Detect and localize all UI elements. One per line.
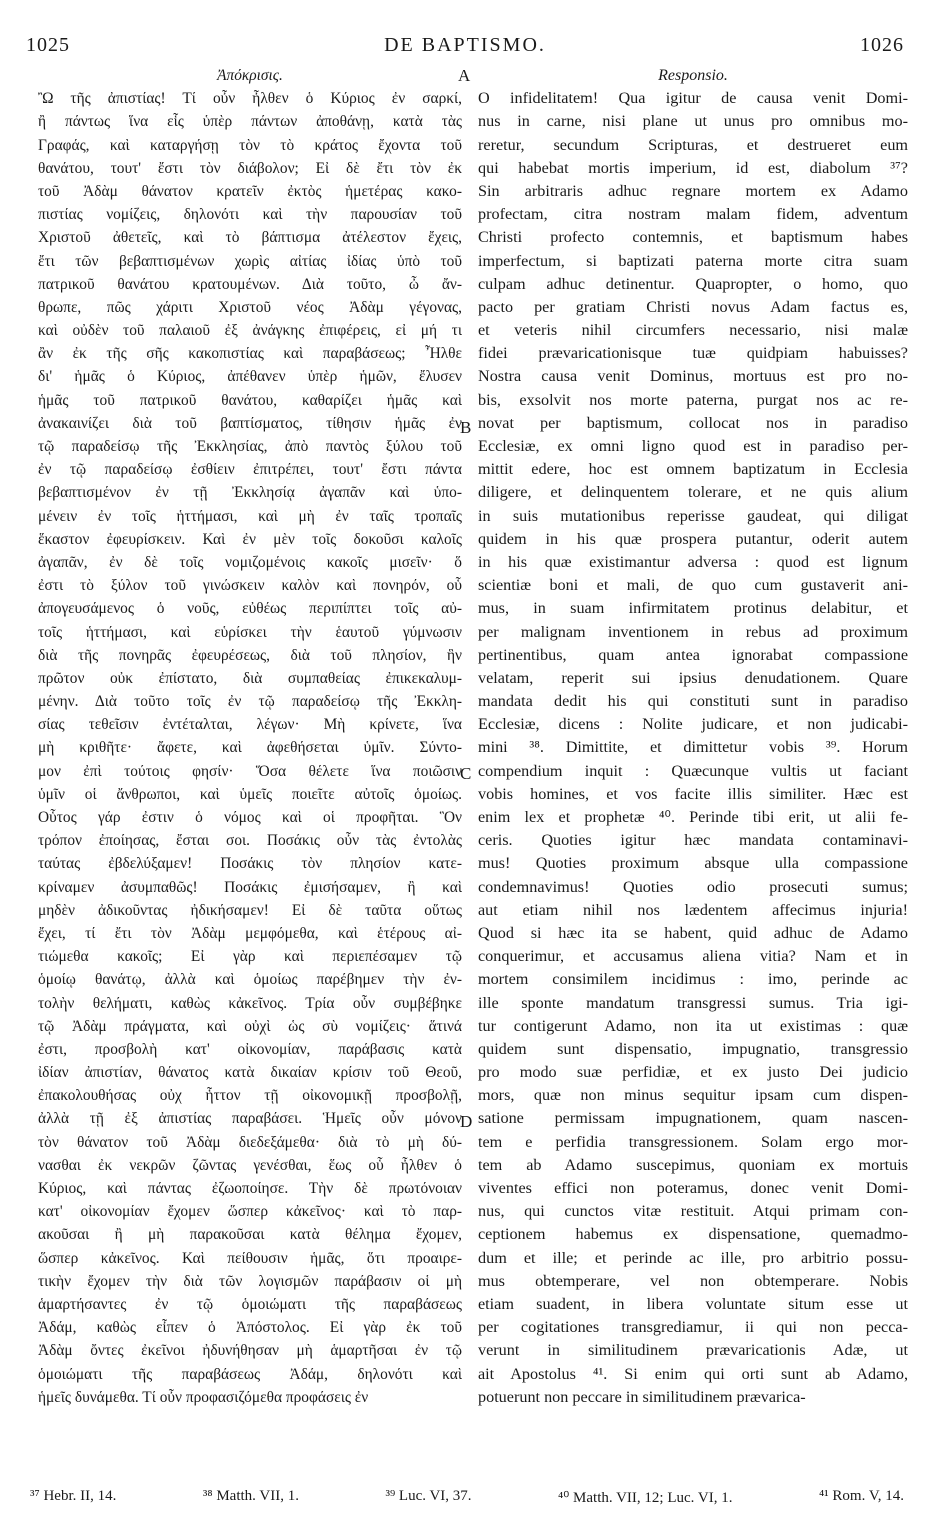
greek-column-title: Ἀπόκρισις. xyxy=(217,67,283,84)
greek-text-line: μὴ κριθῆτε· ἄφετε, καὶ ἀφεθήσεται ὑμῖν. Σύντο- xyxy=(38,739,462,757)
latin-text-line: ait Apostolus ⁴¹. Si enim qui orti sunt ab Adamo, xyxy=(478,1364,908,1383)
latin-text-line: potuerunt non peccare in similitudinem prævarica- xyxy=(478,1387,806,1406)
margin-marker-d: D xyxy=(460,1112,473,1131)
greek-text-line: τῷ παραδείσῳ τῆς Ἐκκλησίας, ἀπὸ παντὸς ξύλου τοῦ xyxy=(38,438,462,455)
latin-text-line: Quod si hæc ita se habent, quid adhuc de Adamo xyxy=(478,923,908,942)
greek-text-line: Οὗτος γάρ ἐστιν ὁ νόμος καὶ οἱ προφῆται. Ὃν xyxy=(38,809,462,826)
left-page-number: 1025 xyxy=(26,34,70,56)
latin-text-line: tem ab Adamo suscepimus, quoniam ex mortuis xyxy=(478,1155,908,1174)
latin-text-line: mittit edere, hoc est omnem baptizatum in Ecclesia xyxy=(478,460,908,479)
latin-text-line: O infidelitatem! Qua igitur de causa venit Domi- xyxy=(478,89,908,108)
latin-text-line: nus in carne, nisi plane ut unus pro omnibus mo- xyxy=(478,112,908,131)
greek-text-line: πατρικοῦ θανάτου κρατουμένων. Διὰ τοῦτο, ὦ ἄν- xyxy=(38,275,462,293)
latin-text-line: per cogitationes transgrediamur, ii qui non pecca- xyxy=(478,1318,908,1337)
latin-text-line: scientiæ boni et mali, de quo cum gustaverit ani- xyxy=(478,576,908,595)
greek-text-line: θανάτου, τουτ' ἔστι τὸν διάβολον; Εἰ δὲ ἔτι τὸν ἐκ xyxy=(38,159,462,177)
latin-text-line: ceptionem habemus ex dispensatione, quemadmo- xyxy=(478,1225,908,1244)
latin-text-line: in his quæ existimantur adversa : quod est lignum xyxy=(478,552,908,571)
greek-text-line: πρῶτον οὐκ ἐπίστατο, διὰ συμπαθείας ἐπικεκαλυμ- xyxy=(38,669,462,687)
latin-text-line: mus obtemperare, vel non obtemperare. Nobis xyxy=(478,1271,908,1290)
latin-text-line: reretur, secundum Scripturas, et destrueret eum xyxy=(478,135,908,154)
latin-column-title: Responsio. xyxy=(658,67,728,84)
latin-text-line: velatam, reperit sui ipsius denudationem. Quare xyxy=(478,668,908,687)
greek-text-line: καὶ οὐδὲν τοῦ παλαιοῦ ἐξ ἀνάγκης ἐπιφέρεις, εἰ μή τι xyxy=(38,322,462,340)
greek-text-line: ἀλλὰ τῇ ἐξ ἀπιστίας παραβάσει. Ἡμεῖς οὖν μόνον xyxy=(38,1110,462,1128)
greek-text-line: ἔχει, τί ἔτι τὸν Ἀδὰμ μεμφόμεθα, καὶ ἑτέρους αἰ- xyxy=(38,924,462,942)
greek-text-line: Γραφάς, καὶ καταργήσῃ τὸν τὸ κράτος ἔχοντα τοῦ xyxy=(38,136,462,154)
greek-text-line: ἐστι, προσβολὴ κατ' οἰκονομίαν, παράβασις κατὰ xyxy=(38,1040,462,1058)
latin-text-line: Nostra causa venit Dominus, mortuus est pro no- xyxy=(478,367,908,386)
footnotes xyxy=(30,1488,904,1507)
greek-text-line: ὑμῖν οἱ ἄνθρωποι, καὶ ὑμεῖς ποιεῖτε αὐτοῖς ὁμοίως. xyxy=(38,785,462,803)
latin-text-line: verunt in similitudinem prævaricationis Adæ, ut xyxy=(478,1341,908,1360)
greek-text-line: Ἀδὰμ ὄντες ἐκεῖνοι ἠδυνήθησαν μὴ ἁμαρτῆσαι ἐν τῷ xyxy=(38,1342,462,1360)
greek-text-line: διὰ τῆς πονηρᾶς ἐφευρέσεως, διὰ τοῦ πλησίον, ἣν xyxy=(38,646,462,664)
latin-text-line: Sin arbitraris adhuc regnare mortem ex Adamo xyxy=(478,181,908,200)
latin-text-line: imperfectum, si baptizati paterna morte citra suam xyxy=(478,251,908,270)
latin-text-line: conquerimur, et accusamus aliena vitia? Nam et in xyxy=(478,947,908,966)
latin-text-line: per malignam inventionem in rebus ad proximum xyxy=(478,622,908,641)
latin-text-line: qui habebat mortis imperium, id est, diabolum ³⁷? xyxy=(478,158,908,177)
greek-text-line: ακοῦσαι ἢ μὴ παρακοῦσαι κατὰ θέλημα ἔχομεν, xyxy=(38,1226,462,1244)
greek-text-line: ὥσπερ κἀκεῖνος. Καὶ πείθουσιν ἡμᾶς, ὅτι προαιρε- xyxy=(38,1249,462,1267)
latin-text-line: quidem in his quæ prospera putantur, oderit autem xyxy=(478,529,908,548)
greek-text-line: δι' ἡμᾶς ὁ Κύριος, ἀπέθανεν ὑπὲρ ἡμῶν, ἔλυσεν xyxy=(38,368,462,386)
greek-text-line: τοῖς ἡττήμασι, καὶ εὑρίσκει τὴν ἑαυτοῦ γύμνωσιν xyxy=(38,623,462,641)
latin-text-line: enim lex et prophetæ ⁴⁰. Perinde tibi erit, ut alii fe- xyxy=(478,808,908,826)
greek-text-line: ἐπακολουθήσας οὐχ ἧττον τῇ οἰκονομικῇ προσβολῇ, xyxy=(38,1087,462,1105)
latin-text-line: fidei prævaricationisque tuæ quidpiam habuisses? xyxy=(478,344,908,363)
latin-text-line: condemnavimus! Quoties odio prosecuti sumus; xyxy=(478,877,908,896)
greek-text-line: ἀγαπᾶν, ἐν δὲ τοῖς νομιζομένοις κακοῖς μισεῖν· ὅ xyxy=(38,553,462,571)
margin-marker-b: B xyxy=(460,418,472,437)
greek-text-line: ἢ πάντως ἵνα εἷς ὑπὲρ πάντων ἀποθάνῃ, κατὰ τὰς xyxy=(38,113,462,131)
latin-text-line: profectam, citra nostram malam fidem, adventum xyxy=(478,205,908,224)
latin-text-line: ille sponte mandatum transgressi sumus. Tria igi- xyxy=(478,993,908,1012)
footnote-39: ³⁹ Luc. VI, 37. xyxy=(385,1488,472,1504)
latin-text-line: culpam adhuc detinentur. Quapropter, o homo, quo xyxy=(478,274,908,293)
latin-text-line: dum et ille; et perinde ac ille, pro arbitrio possu- xyxy=(478,1248,908,1267)
latin-column xyxy=(478,64,908,1409)
latin-text-line: satione permissam impugnationem, quam nascen- xyxy=(478,1109,908,1128)
latin-text-line: Ecclesiæ, ex omni ligno quod est in paradiso per- xyxy=(478,437,908,455)
greek-text-line: Ἀδάμ, καθὼς εἶπεν ὁ Ἀπόστολος. Εἰ γὰρ ἐκ τοῦ xyxy=(38,1319,462,1337)
greek-text-line: ἔτι τῶν βεβαπτισμένων χωρὶς αἰτίας ἰδίας ὑπὸ τοῦ xyxy=(38,252,462,270)
latin-text-line: tur contigerunt Adamo, non ita ut existimas : quæ xyxy=(478,1016,908,1035)
footnote-40: ⁴⁰ Matth. VII, 12; Luc. VI, 1. xyxy=(558,1490,733,1506)
greek-text-line: κατ' οἰκονομίαν ἔχομεν ὥσπερ κἀκεῖνος· καὶ τὸ παρ- xyxy=(38,1203,462,1221)
greek-text-line: ἐστι τὸ ξύλον τοῦ γινώσκειν καλὸν καὶ πονηρόν, οὗ xyxy=(38,577,462,595)
greek-text-line: ὁμοίῳ θανάτῳ, ἀλλὰ καὶ ὁμοίως παρέβημεν τὴν ἐν- xyxy=(38,971,462,989)
greek-text-line: ἡμεῖς δυνάμεθα. Τί οὖν προφασιζόμεθα προφάσεις ἐν xyxy=(38,1388,369,1406)
greek-text-line: ἕκαστον ἐφευρίσκειν. Καὶ ἐν μὲν τοῖς δοκοῦσι καλοῖς xyxy=(38,530,462,548)
running-header xyxy=(26,34,904,60)
footnote-37: ³⁷ Hebr. II, 14. xyxy=(30,1488,117,1504)
greek-text-line: τῷ Ἀδὰμ πράγματα, καὶ οὐχὶ ὡς σὺ νομίζεις· ἅτινά xyxy=(38,1017,462,1035)
greek-text-line: Ὢ τῆς ἀπιστίας! Τί οὖν ἦλθεν ὁ Κύριος ἐν σαρκί, xyxy=(38,90,462,108)
greek-text-line: ἐν τῷ παραδείσῳ ἐσθίειν ἐπιτρέπει, τουτ' ἔστι πάντα xyxy=(38,461,462,479)
greek-text-line: κρίναμεν ἀσυμπαθῶς! Ποσάκις ἐμισήσαμεν, ἢ καὶ xyxy=(38,878,462,896)
latin-text-line: etiam suadent, in libera voluntate situm esse ut xyxy=(478,1294,908,1313)
latin-text-line: mandata dedit his qui constituti sunt in paradiso xyxy=(478,692,908,711)
greek-text-line: μένην. Διὰ τοῦτο τοῖς ἐν τῷ παραδείσῳ τῆς Ἐκκλη- xyxy=(38,693,462,711)
latin-text-line: pertinentibus, quam antea ignorabat compassione xyxy=(478,645,908,664)
greek-text-line: τικὴν ἔχομεν τὴν διὰ τῶν λογισμῶν παράβασιν οἱ μὴ xyxy=(38,1272,462,1290)
greek-text-line: ἡμᾶς τοῦ πατρικοῦ θανάτου, καθαρίζει ἡμᾶς καὶ xyxy=(38,391,462,409)
greek-text-line: ἀπογευσάμενος ὁ νοῦς, εὐθέως περιπίπτει τοῖς αὐ- xyxy=(38,600,462,618)
latin-text-line: diligere, et delinquentem tolerare, et ne quis alium xyxy=(478,483,908,502)
greek-text-line: Χριστοῦ ἀθετεῖς, καὶ τὸ βάπτισμα ἀτέλεστον ἔχεις, xyxy=(38,229,462,247)
greek-text-line: μένειν ἐν τοῖς ἡττήμασι, καὶ μὴ ἐν ταῖς τροπαῖς xyxy=(38,507,462,525)
latin-text-line: quidem sunt dispensatio, impugnatio, transgressio xyxy=(478,1039,908,1058)
latin-text-line: novat per baptismum, collocat nos in paradiso xyxy=(478,413,908,432)
greek-column xyxy=(38,64,462,1409)
greek-text-line: ἰδίαν ἀπιστίαν, θάνατος κατὰ δικαίαν κρίσιν τοῦ Θεοῦ, xyxy=(38,1064,462,1082)
latin-text-line: tem e perfidia transgressionem. Solam ergo mor- xyxy=(478,1132,908,1151)
greek-text-line: τὸν θάνατον τοῦ Ἀδὰμ διεδεξάμεθα· διὰ τὸ μὴ δύ- xyxy=(38,1133,462,1151)
latin-text-line: pacto per gratiam Christi novus Adam factus es, xyxy=(478,297,908,316)
greek-text-line: ἁμαρτήσαντες ἐν τῷ ὁμοιώματι τῆς παραβάσεως xyxy=(38,1295,462,1313)
latin-text-line: vobis homines, et vos facite illis similiter. Hæc est xyxy=(478,784,908,803)
latin-text-line: mus, in suam infirmitatem protinus delabitur, et xyxy=(478,599,908,618)
greek-text-line: Κύριος, καὶ πάντας ἐζωοποίησε. Τὴν δὲ πρωτόνοιαν xyxy=(38,1180,462,1197)
latin-text-line: mors, quæ non minus sequitur ipsam cum dispen- xyxy=(478,1086,908,1105)
latin-text-line: mus! Quoties proximum absque ulla compassione xyxy=(478,854,908,873)
latin-text-line: bis, exsolvit nos morte paterna, purgat nos ac re- xyxy=(478,390,908,409)
greek-text-line: μον ἐπὶ τούτοις φησίν· Ὅσα θέλετε ἵνα ποιῶσιν xyxy=(38,762,462,780)
margin-marker-c: C xyxy=(460,764,472,783)
greek-text-line: τοῦ Ἀδὰμ θάνατον κρατεῖν ἐκτὸς ἡμετέρας κακο- xyxy=(38,182,462,200)
running-title: DE BAPTISMO. xyxy=(384,34,546,56)
greek-text-line: βεβαπτισμένον ἐν τῇ Ἐκκλησίᾳ ἀγαπᾶν καὶ ὑπο- xyxy=(38,484,462,502)
greek-text-line: ταύτας ἐβδελύξαμεν! Ποσάκις τὸν πλησίον κατε- xyxy=(38,855,462,873)
greek-text-line: πιστίας νομίζεις, δηλονότι καὶ τὴν παρουσίαν τοῦ xyxy=(38,206,462,224)
greek-text-line: ὁμοιώματι τῆς παραβάσεως Ἀδάμ, δηλονότι καὶ xyxy=(38,1365,462,1383)
greek-text-line: μηδὲν ἀδικοῦντας ἠδικήσαμεν! Εἰ δὲ ταῦτα οὕτως xyxy=(38,901,462,919)
latin-text-line: pro modo suæ perfidiæ, et ex justo Dei judicio xyxy=(478,1063,908,1082)
greek-text-line: νασθαι ἐκ νεκρῶν ζῶντας γενέσθαι, ἕως οὗ ἦλθεν ὁ xyxy=(38,1156,462,1174)
margin-marker-a: A xyxy=(458,66,471,85)
footnote-41: ⁴¹ Rom. V, 14. xyxy=(818,1488,904,1504)
greek-text-line: θρωπε, πῶς χάριτι Χριστοῦ νέος Ἀδὰμ γέγονας, xyxy=(38,298,462,316)
latin-text-line: viventes effici non poteramus, donec venit Domi- xyxy=(478,1179,908,1197)
latin-text-line: in suis mutationibus reperisse gaudeat, qui diligat xyxy=(478,506,908,525)
footnote-38: ³⁸ Matth. VII, 1. xyxy=(202,1488,299,1504)
latin-text-line: Ecclesiæ, dicens : Nolite judicare, et non judicabi- xyxy=(478,715,908,734)
greek-text-line: ἂν ἐκ τῆς σῆς κακοπιστίας καὶ παραβάσεως; Ἦλθε xyxy=(38,345,462,363)
latin-text-line: mortem consimilem incidimus : imo, perinde ac xyxy=(478,970,908,989)
greek-text-line: τολὴν θελήματι, καθὼς κἀκεῖνος. Τρία οὖν συμβέβηκε xyxy=(38,994,462,1012)
greek-text-line: ἀνακαινίζει διὰ τοῦ βαπτίσματος, τίθησιν ἡμᾶς ἐν xyxy=(38,414,462,432)
latin-text-line: compendium inquit : Quæcunque vultis ut faciant xyxy=(478,761,908,780)
greek-text-line: τιώμεθα κακοῖς; Εἰ γὰρ καὶ περιεπέσαμεν τῷ xyxy=(38,948,462,966)
latin-text-line: aut etiam nihil nos lædentem affecimus injuria! xyxy=(478,900,908,919)
latin-text-line: ceris. Quoties igitur hæc mandata contaminavi- xyxy=(478,831,908,850)
latin-text-line: mini ³⁸. Dimittite, et dimittetur vobis ³⁹. Horum xyxy=(478,738,908,757)
greek-text-line: σίας τεθεῖσιν ἐντέταλται, λέγων· Μὴ κρίνετε, ἵνα xyxy=(38,716,462,734)
latin-text-line: Christi profecto contemnis, et baptismum habes xyxy=(478,228,908,247)
greek-text-line: τρόπον ἐποίησας, ἔσται σοι. Ποσάκις οὖν τὰς ἐντολὰς xyxy=(38,832,462,850)
latin-text-line: et veteris nihil circumfers necessario, nisi malæ xyxy=(478,321,908,340)
latin-text-line: nus, qui cunctos vitæ restituit. Atqui primam con- xyxy=(478,1202,908,1221)
right-page-number: 1026 xyxy=(859,34,904,56)
